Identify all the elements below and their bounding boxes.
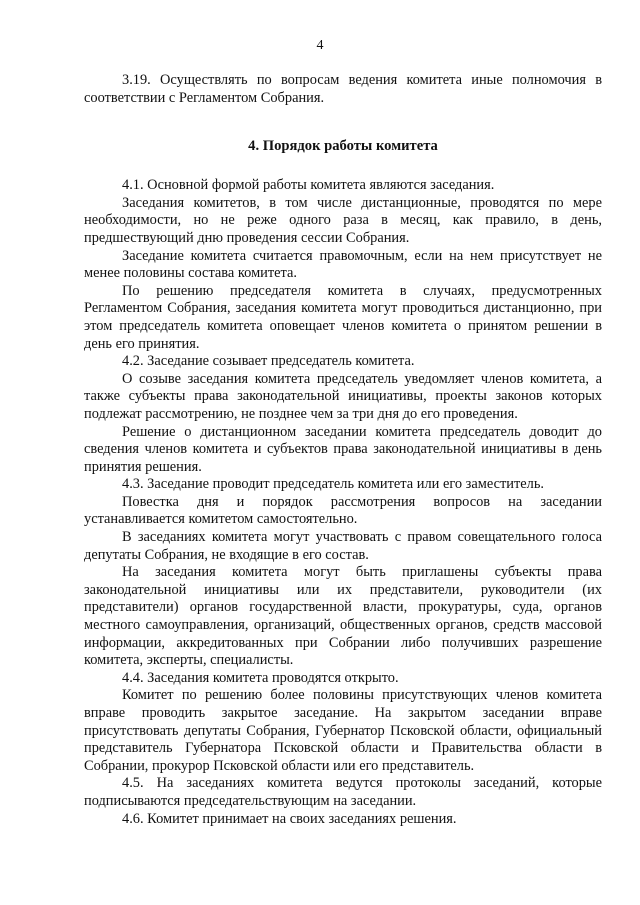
section-heading: 4. Порядок работы комитета [248,138,438,155]
paragraph-advisory-vote: В заседаниях комитета могут участвовать с правом совещательного голоса депутаты Собрания, не входящие в его состав. [84,529,602,563]
paragraph-4-5: 4.5. На заседаниях комитета ведутся протоколы заседаний, которые подписываются председательствующим на заседании. [84,775,602,809]
paragraph-invitees: На заседания комитета могут быть приглашены субъекты права законодательной инициативы или их представители, руководители (их представители) органов государственной власти, прокуратуры, суда, органов местного самоуправления, организаций, общественных органов, средств массовой информации, аккредитованных при Собрании либо получивших разрешение комитета, эксперты, специалисты. [84,564,602,669]
spacer [84,107,602,137]
paragraph-4-1: 4.1. Основной формой работы комитета являются заседания. [122,177,495,194]
spacer [84,155,602,177]
paragraph-quorum: Заседание комитета считается правомочным, если на нем присутствует не менее половины состава комитета. [84,247,602,282]
paragraph-4-6: 4.6. Комитет принимает на своих заседаниях решения. [122,810,457,827]
paragraph-4-4: 4.4. Заседания комитета проводятся открыто. [122,669,399,686]
page-number: 4 [316,38,324,53]
paragraph-4-3: 4.3. Заседание проводит председатель комитета или его заместитель. [122,476,544,493]
intro-paragraph: 3.19. Осуществлять по вопросам ведения комитета иные полномочия в соответствии с Регламентом Собрания. [84,72,602,106]
paragraph-meetings-frequency: Заседания комитетов, в том числе дистанционные, проводятся по мере необходимости, но не реже одного раза в месяц, как правило, в день, предшествующий дню проведения сессии Собрания. [84,194,602,246]
paragraph-remote-meetings: По решению председателя комитета в случаях, предусмотренных Регламентом Собрания, заседания комитета могут проводиться дистанционно, при этом председатель комитета оповещает членов комитета о принятом решении в день его принятия. [84,282,602,352]
paragraph-remote-decision: Решение о дистанционном заседании комитета председатель доводит до сведения членов комитета и субъектов права законодательной инициативы в день принятия решения. [84,423,602,475]
paragraph-closed-session: Комитет по решению более половины присутствующих членов комитета вправе проводить закрытое заседание. На закрытом заседании вправе присутствовать депутаты Собрания, Губернатор Псковской области, официальный представитель Губернатора Псковской области и Правительства области в Собрании, прокурор Псковской области или его представитель. [84,687,602,774]
paragraph-notification: О созыве заседания комитета председатель уведомляет членов комитета, а также субъекты права законодательной инициативы, проекты законов которых подлежат рассмотрению, не позднее чем за три дня до его проведения. [84,370,602,422]
document-body [84,72,602,828]
paragraph-4-2: 4.2. Заседание созывает председатель комитета. [122,353,415,370]
paragraph-agenda: Повестка дня и порядок рассмотрения вопросов на заседании устанавливается комитетом самостоятельно. [84,493,602,528]
